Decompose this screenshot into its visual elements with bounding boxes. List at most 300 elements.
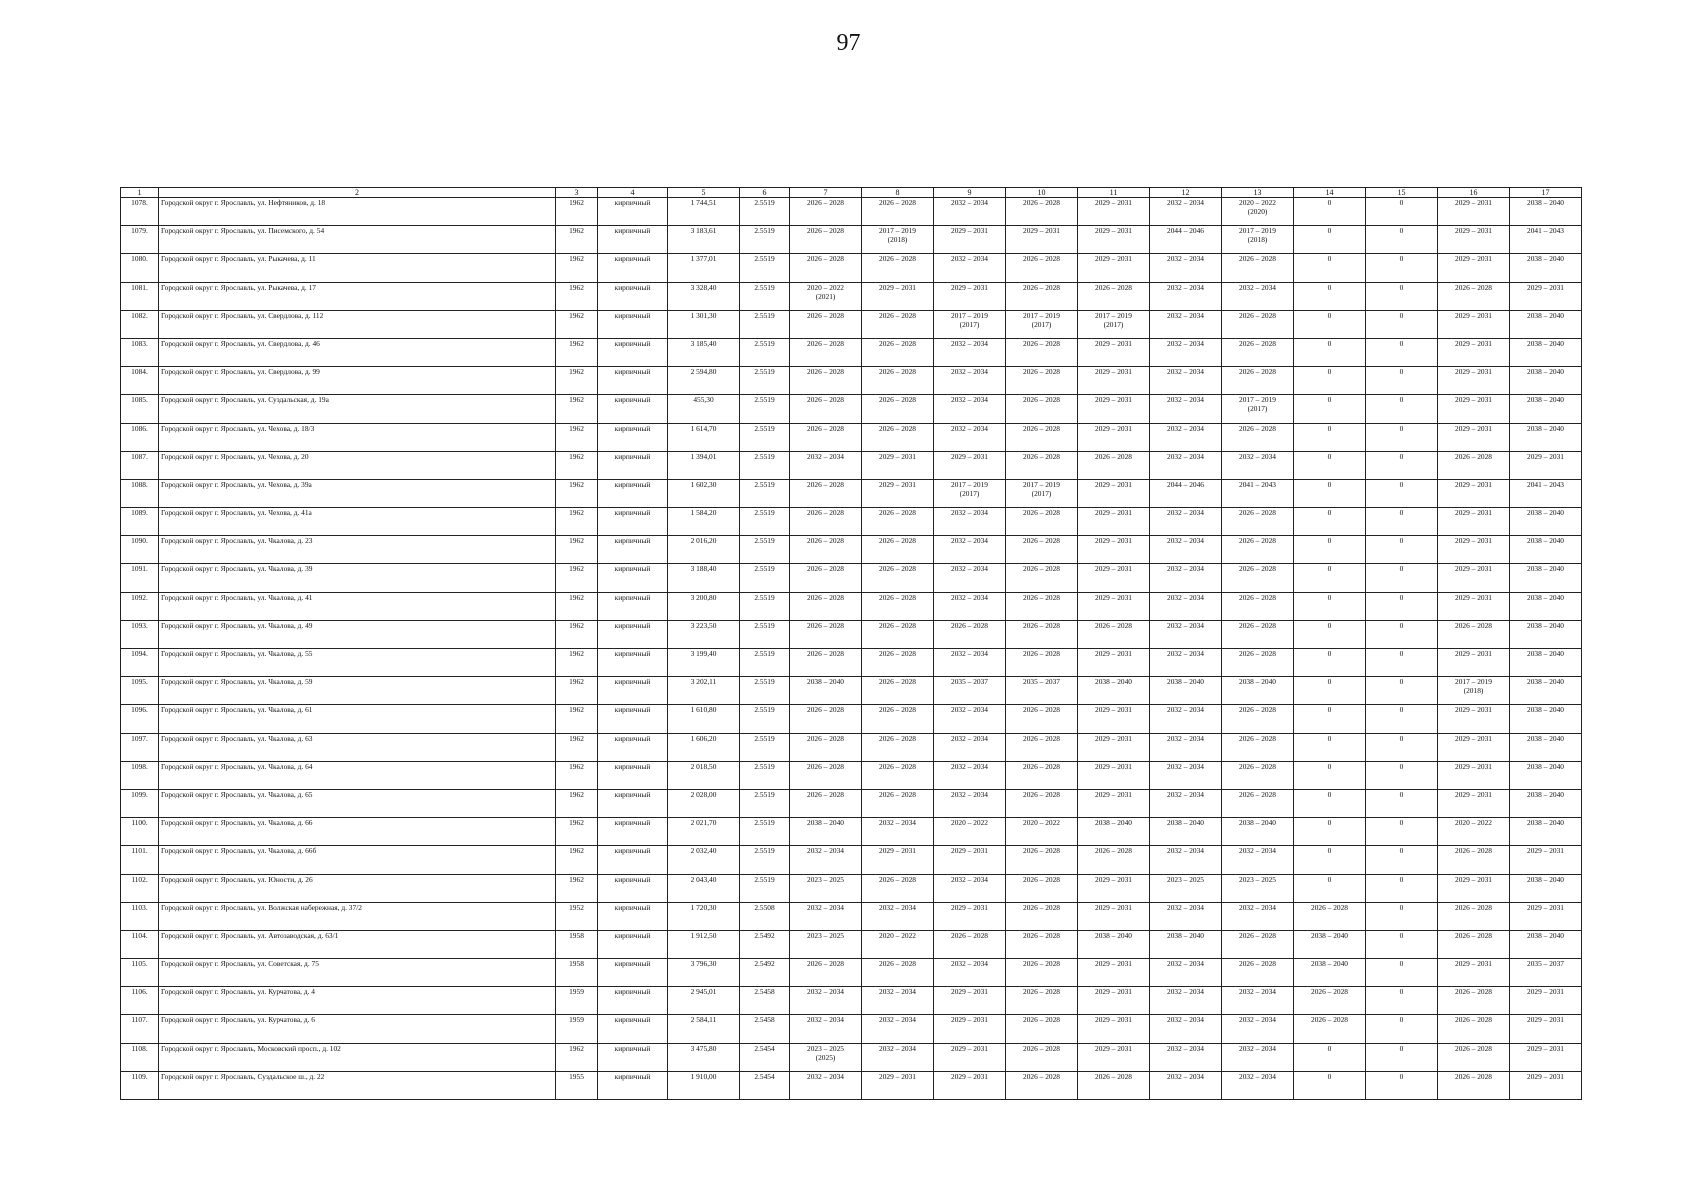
table-cell: 0 bbox=[1294, 1071, 1366, 1099]
table-cell: 2 016,20 bbox=[668, 536, 740, 564]
table-cell: 2026 – 2028 bbox=[790, 508, 862, 536]
table-cell: 2032 – 2034 bbox=[1222, 846, 1294, 874]
table-cell: 2.5519 bbox=[740, 874, 790, 902]
table-cell: 2029 – 2031 bbox=[1078, 761, 1150, 789]
table-cell: 2038 – 2040 bbox=[1510, 677, 1582, 705]
table-cell: 2026 – 2028 bbox=[862, 959, 934, 987]
table-cell: 0 bbox=[1294, 564, 1366, 592]
table-cell: 2026 – 2028 bbox=[790, 649, 862, 677]
table-cell: 0 bbox=[1366, 959, 1438, 987]
table-cell: 2032 – 2034 bbox=[1150, 649, 1222, 677]
table-row bbox=[121, 930, 1582, 958]
address-cell: Городской округ г. Ярославль, ул. Чкалова, д. 66 bbox=[159, 818, 556, 846]
table-cell: 2026 – 2028 bbox=[1294, 987, 1366, 1015]
table-cell: 1084. bbox=[121, 367, 159, 395]
table-cell: 0 bbox=[1294, 282, 1366, 310]
table-cell: 1092. bbox=[121, 592, 159, 620]
column-header: 10 bbox=[1006, 188, 1078, 198]
table-cell: 2023 – 2025 (2025) bbox=[790, 1043, 862, 1071]
table-cell: 2029 – 2031 bbox=[1510, 1015, 1582, 1043]
table-cell: 2038 – 2040 bbox=[1294, 930, 1366, 958]
table-cell: 2032 – 2034 bbox=[934, 198, 1006, 226]
table-row bbox=[121, 733, 1582, 761]
table-cell: 2026 – 2028 bbox=[1006, 959, 1078, 987]
table-cell: 2032 – 2034 bbox=[934, 536, 1006, 564]
table-cell: 2.5519 bbox=[740, 733, 790, 761]
table-row bbox=[121, 1015, 1582, 1043]
table-cell: 2038 – 2040 bbox=[1510, 338, 1582, 366]
table-cell: 2.5519 bbox=[740, 761, 790, 789]
table-row bbox=[121, 338, 1582, 366]
table-cell: 0 bbox=[1366, 282, 1438, 310]
table-cell: 0 bbox=[1366, 620, 1438, 648]
table-cell: 2026 – 2028 bbox=[1006, 1015, 1078, 1043]
table-cell: 2032 – 2034 bbox=[1150, 705, 1222, 733]
table-cell: 1962 bbox=[556, 564, 598, 592]
table-cell: 1962 bbox=[556, 592, 598, 620]
table-row bbox=[121, 761, 1582, 789]
table-cell: 2017 – 2019 (2017) bbox=[934, 479, 1006, 507]
table-cell: 2026 – 2028 bbox=[1222, 592, 1294, 620]
table-cell: 2029 – 2031 bbox=[1078, 338, 1150, 366]
table-cell: 1086. bbox=[121, 423, 159, 451]
table-cell: 0 bbox=[1294, 1043, 1366, 1071]
table-cell: 2029 – 2031 bbox=[1438, 367, 1510, 395]
table-cell: 2026 – 2028 bbox=[1006, 620, 1078, 648]
table-cell: 2026 – 2028 bbox=[1078, 451, 1150, 479]
table-cell: 1952 bbox=[556, 902, 598, 930]
table-cell: 2032 – 2034 bbox=[1150, 1043, 1222, 1071]
address-cell: Городской округ г. Ярославль, ул. Нефтяников, д. 18 bbox=[159, 198, 556, 226]
table-cell: 1097. bbox=[121, 733, 159, 761]
table-cell: 2029 – 2031 bbox=[1078, 705, 1150, 733]
table-cell: 2038 – 2040 bbox=[1078, 677, 1150, 705]
table-cell: 2026 – 2028 bbox=[790, 536, 862, 564]
table-cell: 2.5492 bbox=[740, 930, 790, 958]
table-cell: 2.5519 bbox=[740, 310, 790, 338]
table-cell: 2029 – 2031 bbox=[1438, 564, 1510, 592]
table-cell: 2026 – 2028 bbox=[790, 733, 862, 761]
table-cell: 2032 – 2034 bbox=[1150, 254, 1222, 282]
table-cell: 2026 – 2028 bbox=[1006, 254, 1078, 282]
table-cell: 2026 – 2028 bbox=[862, 198, 934, 226]
table-cell: 2026 – 2028 bbox=[1006, 705, 1078, 733]
table-row bbox=[121, 451, 1582, 479]
table-cell: 0 bbox=[1294, 338, 1366, 366]
table-cell: 2029 – 2031 bbox=[1438, 423, 1510, 451]
table-cell: 2029 – 2031 bbox=[1438, 508, 1510, 536]
table-cell: 2023 – 2025 bbox=[790, 874, 862, 902]
table-cell: кирпичный bbox=[598, 1071, 668, 1099]
table-cell: 2032 – 2034 bbox=[1222, 902, 1294, 930]
table-cell: 2 584,11 bbox=[668, 1015, 740, 1043]
table-cell: 2026 – 2028 bbox=[790, 959, 862, 987]
table-cell: 2026 – 2028 bbox=[862, 649, 934, 677]
table-cell: 2026 – 2028 bbox=[862, 338, 934, 366]
table-cell: 2038 – 2040 bbox=[1510, 930, 1582, 958]
table-cell: 2038 – 2040 bbox=[790, 818, 862, 846]
table-cell: 2026 – 2028 bbox=[934, 930, 1006, 958]
table-cell: 0 bbox=[1366, 1071, 1438, 1099]
column-header: 3 bbox=[556, 188, 598, 198]
table-cell: 2029 – 2031 bbox=[1078, 564, 1150, 592]
table-cell: 2038 – 2040 bbox=[1510, 423, 1582, 451]
column-header: 13 bbox=[1222, 188, 1294, 198]
column-header: 6 bbox=[740, 188, 790, 198]
address-cell: Городской округ г. Ярославль, ул. Писемского, д. 54 bbox=[159, 226, 556, 254]
table-row bbox=[121, 508, 1582, 536]
table-cell: 1093. bbox=[121, 620, 159, 648]
table-cell: 2032 – 2034 bbox=[790, 1015, 862, 1043]
table-cell: 2032 – 2034 bbox=[862, 902, 934, 930]
table-cell: 0 bbox=[1294, 451, 1366, 479]
table-cell: 2029 – 2031 bbox=[1078, 423, 1150, 451]
table-cell: 2038 – 2040 bbox=[1510, 874, 1582, 902]
table-cell: 0 bbox=[1294, 254, 1366, 282]
table-cell: 1109. bbox=[121, 1071, 159, 1099]
table-cell: 2038 – 2040 bbox=[1510, 508, 1582, 536]
table-cell: 2029 – 2031 bbox=[1510, 902, 1582, 930]
table-cell: 2026 – 2028 bbox=[1438, 1015, 1510, 1043]
table-cell: 2026 – 2028 bbox=[862, 564, 934, 592]
table-cell: 2032 – 2034 bbox=[934, 959, 1006, 987]
table-cell: 2038 – 2040 bbox=[1510, 649, 1582, 677]
table-cell: 1962 bbox=[556, 874, 598, 902]
address-cell: Городской округ г. Ярославль, ул. Чкалова, д. 23 bbox=[159, 536, 556, 564]
table-cell: 2032 – 2034 bbox=[1222, 1043, 1294, 1071]
table-cell: 3 188,40 bbox=[668, 564, 740, 592]
table-cell: 2032 – 2034 bbox=[1150, 620, 1222, 648]
table-cell: 2026 – 2028 bbox=[1078, 620, 1150, 648]
table-cell: 2029 – 2031 bbox=[1078, 479, 1150, 507]
table-cell: 0 bbox=[1366, 367, 1438, 395]
table-cell: кирпичный bbox=[598, 761, 668, 789]
table-cell: 2026 – 2028 bbox=[1006, 367, 1078, 395]
table-cell: 2023 – 2025 bbox=[1150, 874, 1222, 902]
table-cell: 0 bbox=[1366, 649, 1438, 677]
table-cell: 2029 – 2031 bbox=[1438, 395, 1510, 423]
table-cell: 2026 – 2028 bbox=[1438, 451, 1510, 479]
table-cell: 2029 – 2031 bbox=[1510, 987, 1582, 1015]
table-cell: 2.5458 bbox=[740, 1015, 790, 1043]
table-cell: 2017 – 2019 (2018) bbox=[862, 226, 934, 254]
table-cell: 2029 – 2031 bbox=[1510, 1071, 1582, 1099]
table-cell: кирпичный bbox=[598, 846, 668, 874]
table-cell: 2032 – 2034 bbox=[862, 987, 934, 1015]
table-cell: 2020 – 2022 bbox=[934, 818, 1006, 846]
table-cell: 2044 – 2046 bbox=[1150, 479, 1222, 507]
table-cell: 2029 – 2031 bbox=[1078, 649, 1150, 677]
table-cell: 2026 – 2028 bbox=[1222, 733, 1294, 761]
table-cell: 2038 – 2040 bbox=[1510, 789, 1582, 817]
page-number: 97 bbox=[836, 30, 861, 56]
table-cell: 2029 – 2031 bbox=[1078, 1043, 1150, 1071]
table-cell: 2029 – 2031 bbox=[1510, 282, 1582, 310]
table-cell: 2026 – 2028 bbox=[1006, 508, 1078, 536]
table-cell: 2029 – 2031 bbox=[934, 846, 1006, 874]
address-cell: Городской округ г. Ярославль, ул. Чкалова, д. 61 bbox=[159, 705, 556, 733]
table-cell: 2032 – 2034 bbox=[1222, 451, 1294, 479]
table-cell: 1078. bbox=[121, 198, 159, 226]
table-cell: 0 bbox=[1366, 789, 1438, 817]
table-cell: 2032 – 2034 bbox=[862, 818, 934, 846]
table-cell: кирпичный bbox=[598, 902, 668, 930]
table-cell: кирпичный bbox=[598, 930, 668, 958]
table-body bbox=[121, 198, 1582, 1100]
table-cell: 1958 bbox=[556, 959, 598, 987]
table-cell: 0 bbox=[1366, 677, 1438, 705]
table-cell: 0 bbox=[1294, 733, 1366, 761]
table-cell: 2032 – 2034 bbox=[934, 564, 1006, 592]
table-cell: 2029 – 2031 bbox=[862, 479, 934, 507]
table-cell: 2026 – 2028 bbox=[1222, 789, 1294, 817]
table-cell: 2026 – 2028 bbox=[790, 310, 862, 338]
table-cell: 2029 – 2031 bbox=[934, 451, 1006, 479]
column-header: 14 bbox=[1294, 188, 1366, 198]
table-cell: 2026 – 2028 bbox=[1078, 1071, 1150, 1099]
table-cell: 0 bbox=[1366, 254, 1438, 282]
column-header: 8 bbox=[862, 188, 934, 198]
address-cell: Городской округ г. Ярославль, ул. Автозаводская, д. 63/1 bbox=[159, 930, 556, 958]
table-cell: 0 bbox=[1294, 310, 1366, 338]
table-cell: 2029 – 2031 bbox=[1438, 479, 1510, 507]
table-cell: 2029 – 2031 bbox=[1438, 705, 1510, 733]
table-cell: 3 199,40 bbox=[668, 649, 740, 677]
table-cell: 2026 – 2028 bbox=[790, 592, 862, 620]
table-cell: 2029 – 2031 bbox=[1438, 761, 1510, 789]
table-cell: 2026 – 2028 bbox=[790, 226, 862, 254]
table-row bbox=[121, 874, 1582, 902]
table-cell: 2032 – 2034 bbox=[1150, 395, 1222, 423]
table-cell: 2029 – 2031 bbox=[862, 451, 934, 479]
table-cell: 2029 – 2031 bbox=[1078, 733, 1150, 761]
table-cell: 2026 – 2028 bbox=[862, 705, 934, 733]
table-cell: 2029 – 2031 bbox=[1078, 874, 1150, 902]
address-cell: Городской округ г. Ярославль, ул. Чкалова, д. 64 bbox=[159, 761, 556, 789]
table-cell: 2026 – 2028 bbox=[1438, 1043, 1510, 1071]
table-cell: 2029 – 2031 bbox=[1438, 733, 1510, 761]
table-cell: 2029 – 2031 bbox=[1078, 1015, 1150, 1043]
table-cell: 1098. bbox=[121, 761, 159, 789]
table-cell: 2026 – 2028 bbox=[790, 705, 862, 733]
table-cell: 2.5519 bbox=[740, 789, 790, 817]
table-cell: 2035 – 2037 bbox=[1510, 959, 1582, 987]
table-cell: 2026 – 2028 bbox=[1438, 846, 1510, 874]
table-cell: 2032 – 2034 bbox=[1150, 592, 1222, 620]
table-cell: 2032 – 2034 bbox=[934, 592, 1006, 620]
table-cell: 455,30 bbox=[668, 395, 740, 423]
table-cell: 0 bbox=[1294, 620, 1366, 648]
table-cell: 2026 – 2028 bbox=[862, 367, 934, 395]
table-cell: 1959 bbox=[556, 1015, 598, 1043]
table-row bbox=[121, 789, 1582, 817]
address-cell: Городской округ г. Ярославль, Московский просп., д. 102 bbox=[159, 1043, 556, 1071]
table-cell: 2026 – 2028 bbox=[1438, 282, 1510, 310]
table-cell: 2026 – 2028 bbox=[862, 761, 934, 789]
table-cell: 2017 – 2019 (2018) bbox=[1438, 677, 1510, 705]
table-cell: 1101. bbox=[121, 846, 159, 874]
table-cell: 1962 bbox=[556, 254, 598, 282]
table-cell: 2032 – 2034 bbox=[790, 1071, 862, 1099]
table-row bbox=[121, 620, 1582, 648]
table-cell: 1094. bbox=[121, 649, 159, 677]
table-cell: кирпичный bbox=[598, 874, 668, 902]
table-cell: 1 602,30 bbox=[668, 479, 740, 507]
table-cell: 2.5519 bbox=[740, 479, 790, 507]
table-cell: 2029 – 2031 bbox=[1078, 254, 1150, 282]
table-cell: кирпичный bbox=[598, 733, 668, 761]
table-cell: кирпичный bbox=[598, 536, 668, 564]
table-cell: 2029 – 2031 bbox=[862, 1071, 934, 1099]
table-cell: 2038 – 2040 bbox=[1150, 818, 1222, 846]
table-cell: 2029 – 2031 bbox=[1078, 536, 1150, 564]
table-cell: 3 200,80 bbox=[668, 592, 740, 620]
table-cell: 2032 – 2034 bbox=[790, 846, 862, 874]
table-cell: 1 720,30 bbox=[668, 902, 740, 930]
table-cell: 2026 – 2028 bbox=[1222, 705, 1294, 733]
table-cell: 2.5519 bbox=[740, 226, 790, 254]
table-cell: 1 606,20 bbox=[668, 733, 740, 761]
table-cell: 0 bbox=[1294, 874, 1366, 902]
table-cell: 2026 – 2028 bbox=[1222, 310, 1294, 338]
table-cell: 0 bbox=[1294, 649, 1366, 677]
table-cell: 1083. bbox=[121, 338, 159, 366]
table-cell: 2038 – 2040 bbox=[1510, 198, 1582, 226]
table-cell: 2029 – 2031 bbox=[1438, 592, 1510, 620]
column-header: 11 bbox=[1078, 188, 1150, 198]
table-cell: 2 028,00 bbox=[668, 789, 740, 817]
table-cell: 0 bbox=[1294, 846, 1366, 874]
table-cell: 2032 – 2034 bbox=[934, 338, 1006, 366]
table-cell: 1962 bbox=[556, 367, 598, 395]
table-cell: кирпичный bbox=[598, 423, 668, 451]
table-cell: 2026 – 2028 bbox=[1006, 1043, 1078, 1071]
table-cell: 2026 – 2028 bbox=[1006, 592, 1078, 620]
table-cell: 2032 – 2034 bbox=[934, 254, 1006, 282]
table-cell: 1962 bbox=[556, 338, 598, 366]
table-cell: 2038 – 2040 bbox=[1294, 959, 1366, 987]
table-cell: 1103. bbox=[121, 902, 159, 930]
table-cell: 0 bbox=[1294, 367, 1366, 395]
table-cell: кирпичный bbox=[598, 959, 668, 987]
table-cell: 1 910,00 bbox=[668, 1071, 740, 1099]
table-cell: 2.5519 bbox=[740, 818, 790, 846]
table-row bbox=[121, 536, 1582, 564]
table-cell: 2029 – 2031 bbox=[934, 987, 1006, 1015]
table-row bbox=[121, 649, 1582, 677]
table-cell: 2032 – 2034 bbox=[934, 789, 1006, 817]
table-cell: 2032 – 2034 bbox=[1150, 789, 1222, 817]
table-cell: 2 032,40 bbox=[668, 846, 740, 874]
table-cell: 0 bbox=[1294, 789, 1366, 817]
table-cell: 2026 – 2028 bbox=[1006, 395, 1078, 423]
table-cell: 1962 bbox=[556, 198, 598, 226]
table-cell: 2029 – 2031 bbox=[1078, 902, 1150, 930]
table-cell: 2029 – 2031 bbox=[1078, 789, 1150, 817]
table-cell: 1104. bbox=[121, 930, 159, 958]
table-cell: 1089. bbox=[121, 508, 159, 536]
table-cell: 2032 – 2034 bbox=[1150, 338, 1222, 366]
table-cell: 0 bbox=[1294, 508, 1366, 536]
table-cell: 2026 – 2028 bbox=[790, 338, 862, 366]
table-cell: кирпичный bbox=[598, 254, 668, 282]
table-cell: 2017 – 2019 (2017) bbox=[1006, 310, 1078, 338]
address-cell: Городской округ г. Ярославль, ул. Чехова, д. 39а bbox=[159, 479, 556, 507]
table-cell: 0 bbox=[1294, 395, 1366, 423]
table-cell: 2026 – 2028 bbox=[1006, 761, 1078, 789]
table-cell: кирпичный bbox=[598, 677, 668, 705]
table-cell: 0 bbox=[1366, 423, 1438, 451]
table-cell: 0 bbox=[1366, 1043, 1438, 1071]
column-header: 1 bbox=[121, 188, 159, 198]
table-cell: 1962 bbox=[556, 677, 598, 705]
table-cell: 0 bbox=[1366, 733, 1438, 761]
table-cell: 2026 – 2028 bbox=[1006, 987, 1078, 1015]
table-cell: 0 bbox=[1294, 677, 1366, 705]
table-cell: 1105. bbox=[121, 959, 159, 987]
table-cell: 2026 – 2028 bbox=[1006, 649, 1078, 677]
table-cell: 1100. bbox=[121, 818, 159, 846]
table-cell: кирпичный bbox=[598, 592, 668, 620]
table-cell: 2032 – 2034 bbox=[790, 987, 862, 1015]
table-cell: 1107. bbox=[121, 1015, 159, 1043]
table-cell: 2029 – 2031 bbox=[1438, 789, 1510, 817]
table-cell: 2026 – 2028 bbox=[862, 789, 934, 817]
address-cell: Городской округ г. Ярославль, ул. Рыкачева, д. 11 bbox=[159, 254, 556, 282]
address-cell: Городской округ г. Ярославль, ул. Чехова, д. 18/3 bbox=[159, 423, 556, 451]
table-cell: 2035 – 2037 bbox=[934, 677, 1006, 705]
table-cell: 2026 – 2028 bbox=[1438, 987, 1510, 1015]
table-cell: 2026 – 2028 bbox=[862, 254, 934, 282]
table-cell: 2 945,01 bbox=[668, 987, 740, 1015]
table-cell: 0 bbox=[1366, 508, 1438, 536]
address-cell: Городской округ г. Ярославль, ул. Чехова, д. 41а bbox=[159, 508, 556, 536]
table-cell: 2026 – 2028 bbox=[1006, 536, 1078, 564]
table-row bbox=[121, 1071, 1582, 1099]
address-cell: Городской округ г. Ярославль, ул. Чкалова, д. 41 bbox=[159, 592, 556, 620]
table-cell: 2038 – 2040 bbox=[1150, 930, 1222, 958]
table-cell: 0 bbox=[1294, 705, 1366, 733]
address-cell: Городской округ г. Ярославль, ул. Чкалова, д. 63 bbox=[159, 733, 556, 761]
table-cell: кирпичный bbox=[598, 620, 668, 648]
table-cell: 2026 – 2028 bbox=[862, 310, 934, 338]
table-cell: 0 bbox=[1366, 902, 1438, 930]
table-cell: кирпичный bbox=[598, 198, 668, 226]
table-cell: 1106. bbox=[121, 987, 159, 1015]
table-cell: 2032 – 2034 bbox=[1150, 451, 1222, 479]
table-cell: 1962 bbox=[556, 818, 598, 846]
table-cell: 2032 – 2034 bbox=[934, 423, 1006, 451]
table-cell: 2026 – 2028 bbox=[1222, 930, 1294, 958]
table-cell: 3 475,80 bbox=[668, 1043, 740, 1071]
address-cell: Городской округ г. Ярославль, ул. Свердлова, д. 99 bbox=[159, 367, 556, 395]
table-row bbox=[121, 564, 1582, 592]
table-cell: 2032 – 2034 bbox=[934, 367, 1006, 395]
address-cell: Городской округ г. Ярославль, ул. Чкалова, д. 65 bbox=[159, 789, 556, 817]
table-cell: 2029 – 2031 bbox=[934, 1015, 1006, 1043]
table-row bbox=[121, 818, 1582, 846]
table-cell: 2032 – 2034 bbox=[1150, 1071, 1222, 1099]
table-cell: 0 bbox=[1366, 930, 1438, 958]
table-cell: 1096. bbox=[121, 705, 159, 733]
table-cell: 2029 – 2031 bbox=[1438, 338, 1510, 366]
table-cell: 2032 – 2034 bbox=[1150, 902, 1222, 930]
table-cell: 2041 – 2043 bbox=[1222, 479, 1294, 507]
table-cell: 2026 – 2028 bbox=[1438, 902, 1510, 930]
table-cell: 1 301,30 bbox=[668, 310, 740, 338]
table-cell: 2029 – 2031 bbox=[1078, 959, 1150, 987]
table-cell: 2026 – 2028 bbox=[1006, 198, 1078, 226]
